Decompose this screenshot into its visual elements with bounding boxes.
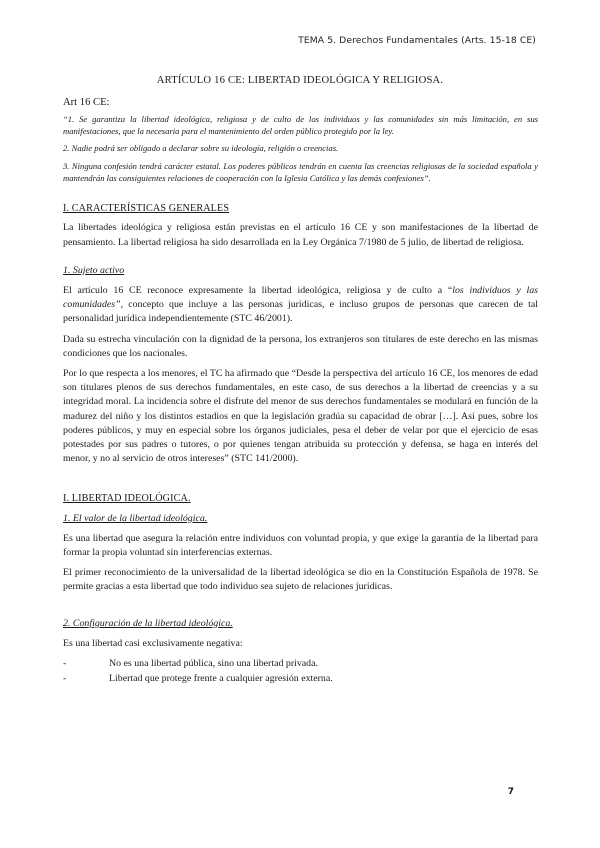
list-item-text: No es una libertad pública, sino una libertad privada.	[109, 658, 318, 670]
list-item	[63, 672, 538, 686]
paragraph-sujeto-1	[63, 284, 538, 327]
paragraph-valor-1: Es una libertad que asegura la relación entre individuos con voluntad propia, y que exige la garantía de la libertad para formar la propia voluntad sin interferencias externas.	[63, 532, 538, 559]
list-item	[63, 657, 538, 671]
paragraph-sujeto-3: Por lo que respecta a los menores, el TC ha afirmado que “Desde la perspectiva del artículo 16 CE, los menores de edad son titulares plenos de sus derechos fundamentales, en este caso, de sus derechos a la libertad de creencias y a su integridad moral. La incidencia sobre el disfrute del menor de sus derechos fundamentales se modulará en función de la madurez del niño y los distintos estadios en que la legislación gradúa su capacidad de obrar […]. Así pues, sobre los poderes públicos, y muy en especial sobre los órganos judiciales, pesa el deber de velar por que el ejercicio de esas potestades por sus padres o tutores, o por quienes tengan atribuida su protección y defensa, se haga en interés del menor, y no al servicio de otros intereses” (STC 141/2000).	[63, 368, 538, 465]
article-paragraph-3: 3. Ninguna confesión tendrá carácter estatal. Los poderes públicos tendrán en cuenta las creencias religiosas de la sociedad española y mantendrán las consiguientes relaciones de cooperación con la Iglesia Católica y las demás confesiones”.	[63, 160, 538, 183]
paragraph-valor-2: El primer reconocimiento de la universalidad de la libertad ideológica se dio en la Constitución Española de 1978. Se permite gracias a esta libertad que todo individuo sea sujeto de relaciones jurídicas.	[63, 567, 538, 593]
subheading-configuracion: 2. Configuración de la libertad ideológica.	[63, 617, 233, 629]
article-paragraph-2: 2. Nadie podrá ser obligado a declarar sobre su ideología, religión o creencias.	[63, 143, 339, 154]
subheading-valor: 1. El valor de la libertad ideológica.	[63, 512, 208, 524]
bullet-marker: -	[63, 673, 67, 685]
bullet-marker: -	[63, 658, 67, 670]
section-intro: La libertades ideológica y religiosa están previstas en el artículo 16 CE y son manifestaciones de la libertad de pensamiento. La libertad religiosa ha sido desarrollada en la Ley Orgánica 7/1980 de 5 julio, de libertad de religiosa.	[63, 222, 538, 248]
paragraph-text-after: , concepto que incluye a las personas jurídicas, e incluso grupos de personas que carecen de tal personalidad jurídica independientemente (STC 46/2001).	[63, 299, 538, 325]
running-header: TEMA 5. Derechos Fundamentales (Arts. 15-18 CE)	[298, 35, 536, 46]
page-number: 7	[507, 787, 514, 797]
section-heading-ideologica: I. LIBERTAD IDEOLÓGICA.	[63, 493, 191, 505]
body-content	[63, 96, 538, 687]
paragraph-text-italic: los individuos y las comunidades”	[63, 284, 538, 311]
page-title: ARTÍCULO 16 CE: LIBERTAD IDEOLÓGICA Y RELIGIOSA.	[156, 75, 444, 86]
article-heading: Art 16 CE:	[63, 97, 110, 108]
list-item-text: Libertad que protege frente a cualquier agresión externa.	[109, 673, 333, 685]
article-paragraph-1: “1. Se garantiza la libertad ideológica, religiosa y de culto de los individuos y las comunidades sin más limitación, en sus manifestaciones, que la necesaria para el mantenimiento del orden público protegido por la ley.	[63, 114, 538, 136]
section-heading-general: I. CARACTERÍSTICAS GENERALES	[63, 203, 230, 215]
paragraph-text-before: El artículo 16 CE reconoce expresamente la libertad ideológica, religiosa y de culto a “	[63, 284, 453, 296]
paragraph-sujeto-2: Dada su estrecha vinculación con la dignidad de la persona, los extranjeros son titulares de este derecho en las mismas condiciones que los nacionales.	[63, 333, 538, 359]
subheading-sujeto-activo: 1. Sujeto activo	[63, 264, 125, 276]
paragraph-configuracion: Es una libertad casi exclusivamente negativa:	[63, 637, 243, 649]
